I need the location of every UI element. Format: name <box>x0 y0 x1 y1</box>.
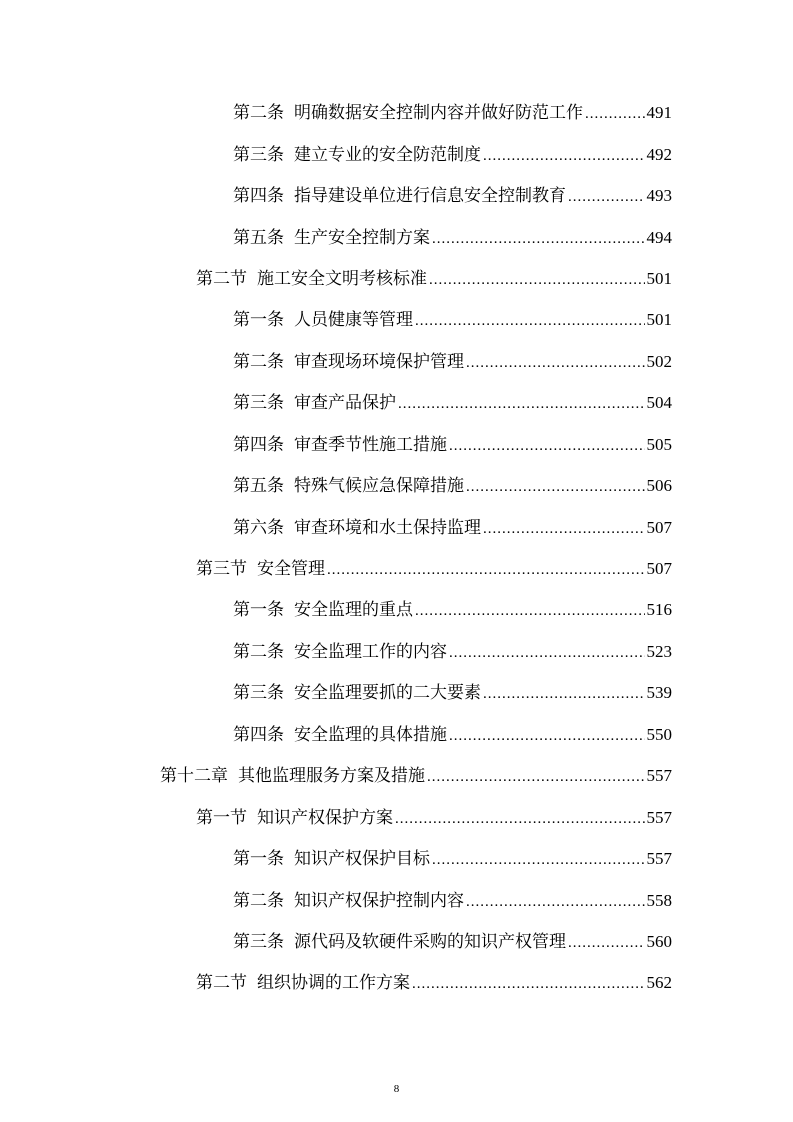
toc-entry[interactable] <box>0 587 793 628</box>
toc-dot-leader <box>432 231 645 248</box>
toc-entry-title: 安全管理 <box>257 559 325 580</box>
toc-entry-title: 人员健康等管理 <box>294 310 413 331</box>
toc-entry-number: 第四条 <box>233 724 284 745</box>
toc-dot-leader <box>427 769 645 786</box>
toc-entry-content <box>233 844 672 869</box>
toc-entry-page: 501 <box>646 310 672 330</box>
toc-entry[interactable] <box>0 877 793 918</box>
toc-dot-leader <box>568 935 645 952</box>
toc-entry-page: 550 <box>646 724 672 744</box>
toc-entry[interactable] <box>0 960 793 1001</box>
toc-entry-content <box>196 968 672 993</box>
toc-entry-number: 第二条 <box>233 351 284 372</box>
toc-entry-content <box>233 678 672 703</box>
toc-entry[interactable] <box>0 214 793 255</box>
toc-entry[interactable] <box>0 753 793 794</box>
toc-entry-title: 审查环境和水土保持监理 <box>294 517 481 538</box>
toc-entry-content <box>196 554 672 579</box>
toc-entry-number: 第二条 <box>233 641 284 662</box>
toc-entry-page: 491 <box>646 103 672 123</box>
toc-entry[interactable] <box>0 794 793 835</box>
toc-entry-number: 第一条 <box>233 600 284 621</box>
toc-entry-title: 安全监理要抓的二大要素 <box>294 683 481 704</box>
toc-entry-content <box>233 513 672 538</box>
toc-entry-title: 其他监理服务方案及措施 <box>238 766 425 787</box>
toc-entry-page: 557 <box>646 849 672 869</box>
toc-entry[interactable] <box>0 919 793 960</box>
toc-entry[interactable] <box>0 836 793 877</box>
toc-dot-leader <box>412 976 645 993</box>
toc-entry[interactable] <box>0 131 793 172</box>
toc-entry-title: 建立专业的安全防范制度 <box>294 144 481 165</box>
toc-entry-title: 安全监理工作的内容 <box>294 641 447 662</box>
toc-entry-page: 560 <box>646 931 672 951</box>
toc-entry[interactable] <box>0 463 793 504</box>
toc-dot-leader <box>568 189 645 206</box>
toc-dot-leader <box>466 479 645 496</box>
toc-dot-leader <box>466 355 645 372</box>
toc-entry[interactable] <box>0 629 793 670</box>
toc-entry-title: 源代码及软硬件采购的知识产权管理 <box>294 931 566 952</box>
toc-entry-page: 558 <box>646 890 672 910</box>
toc-entry-number: 第四条 <box>233 434 284 455</box>
toc-entry[interactable] <box>0 90 793 131</box>
toc-entry-content <box>233 720 672 745</box>
toc-entry-number: 第三条 <box>233 393 284 414</box>
table-of-contents <box>0 90 793 1002</box>
toc-entry-number: 第三条 <box>233 683 284 704</box>
toc-entry-content <box>233 223 672 248</box>
toc-entry-content <box>233 927 672 952</box>
toc-entry-title: 知识产权保护方案 <box>257 807 393 828</box>
toc-entry-number: 第一条 <box>233 849 284 870</box>
toc-dot-leader <box>449 728 645 745</box>
toc-entry-page: 557 <box>646 766 672 786</box>
toc-entry-page: 501 <box>646 268 672 288</box>
toc-entry-title: 明确数据安全控制内容并做好防范工作 <box>294 103 583 124</box>
toc-entry-content <box>233 388 672 413</box>
toc-entry-content <box>233 181 672 206</box>
toc-entry-number: 第二条 <box>233 103 284 124</box>
toc-entry-page: 539 <box>646 683 672 703</box>
toc-entry[interactable] <box>0 339 793 380</box>
toc-entry[interactable] <box>0 297 793 338</box>
toc-entry-page: 502 <box>646 351 672 371</box>
toc-entry-title: 安全监理的具体措施 <box>294 724 447 745</box>
toc-dot-leader <box>395 811 645 828</box>
toc-entry-page: 494 <box>646 227 672 247</box>
toc-entry-page: 505 <box>646 434 672 454</box>
toc-dot-leader <box>449 438 645 455</box>
toc-entry[interactable] <box>0 670 793 711</box>
toc-entry[interactable] <box>0 380 793 421</box>
toc-entry-number: 第十二章 <box>160 766 228 787</box>
toc-entry-page: 507 <box>646 517 672 537</box>
page-number: 8 <box>393 1083 400 1095</box>
toc-entry[interactable] <box>0 256 793 297</box>
toc-entry-content <box>233 471 672 496</box>
toc-entry-title: 施工安全文明考核标准 <box>257 268 427 289</box>
toc-entry-content <box>233 430 672 455</box>
toc-entry-title: 生产安全控制方案 <box>294 227 430 248</box>
toc-entry-page: 562 <box>646 973 672 993</box>
toc-dot-leader <box>449 645 645 662</box>
toc-entry-page: 493 <box>646 186 672 206</box>
toc-entry-content <box>196 803 672 828</box>
toc-entry-number: 第五条 <box>233 476 284 497</box>
toc-entry-number: 第三条 <box>233 144 284 165</box>
toc-entry[interactable] <box>0 712 793 753</box>
toc-dot-leader <box>398 396 645 413</box>
toc-dot-leader <box>466 894 645 911</box>
toc-entry-content <box>233 98 672 123</box>
toc-entry[interactable] <box>0 173 793 214</box>
toc-dot-leader <box>432 852 645 869</box>
toc-entry-page: 492 <box>646 144 672 164</box>
toc-entry-content <box>233 305 672 330</box>
toc-entry-content <box>233 595 672 620</box>
toc-entry-number: 第六条 <box>233 517 284 538</box>
toc-entry-number: 第二节 <box>196 973 247 994</box>
toc-dot-leader <box>483 148 645 165</box>
toc-entry-title: 组织协调的工作方案 <box>257 973 410 994</box>
toc-entry-title: 安全监理的重点 <box>294 600 413 621</box>
toc-entry-number: 第二节 <box>196 268 247 289</box>
toc-entry-content <box>160 761 672 786</box>
toc-entry-number: 第一节 <box>196 807 247 828</box>
toc-dot-leader <box>415 313 645 330</box>
toc-entry-number: 第五条 <box>233 227 284 248</box>
toc-entry-page: 523 <box>646 641 672 661</box>
toc-dot-leader <box>585 106 645 123</box>
toc-entry-number: 第二条 <box>233 890 284 911</box>
toc-entry-page: 504 <box>646 393 672 413</box>
toc-dot-leader <box>415 603 645 620</box>
toc-entry-page: 516 <box>646 600 672 620</box>
toc-dot-leader <box>327 562 645 579</box>
toc-entry[interactable] <box>0 422 793 463</box>
toc-dot-leader <box>483 686 645 703</box>
toc-entry-number: 第一条 <box>233 310 284 331</box>
toc-dot-leader <box>483 521 645 538</box>
toc-entry-content <box>233 140 672 165</box>
toc-entry-number: 第三条 <box>233 931 284 952</box>
toc-entry-content <box>196 264 672 289</box>
toc-dot-leader <box>429 272 645 289</box>
toc-entry-title: 特殊气候应急保障措施 <box>294 476 464 497</box>
toc-entry[interactable] <box>0 504 793 545</box>
toc-entry-number: 第四条 <box>233 186 284 207</box>
toc-entry-content <box>233 347 672 372</box>
toc-entry-title: 知识产权保护控制内容 <box>294 890 464 911</box>
toc-entry-page: 507 <box>646 559 672 579</box>
toc-entry-title: 指导建设单位进行信息安全控制教育 <box>294 186 566 207</box>
toc-entry-page: 557 <box>646 807 672 827</box>
toc-entry-number: 第三节 <box>196 559 247 580</box>
toc-entry-title: 审查产品保护 <box>294 393 396 414</box>
toc-entry-title: 审查季节性施工措施 <box>294 434 447 455</box>
toc-entry[interactable] <box>0 546 793 587</box>
toc-entry-content <box>233 637 672 662</box>
toc-entry-page: 506 <box>646 476 672 496</box>
toc-entry-title: 审查现场环境保护管理 <box>294 351 464 372</box>
toc-entry-title: 知识产权保护目标 <box>294 849 430 870</box>
toc-entry-content <box>233 886 672 911</box>
